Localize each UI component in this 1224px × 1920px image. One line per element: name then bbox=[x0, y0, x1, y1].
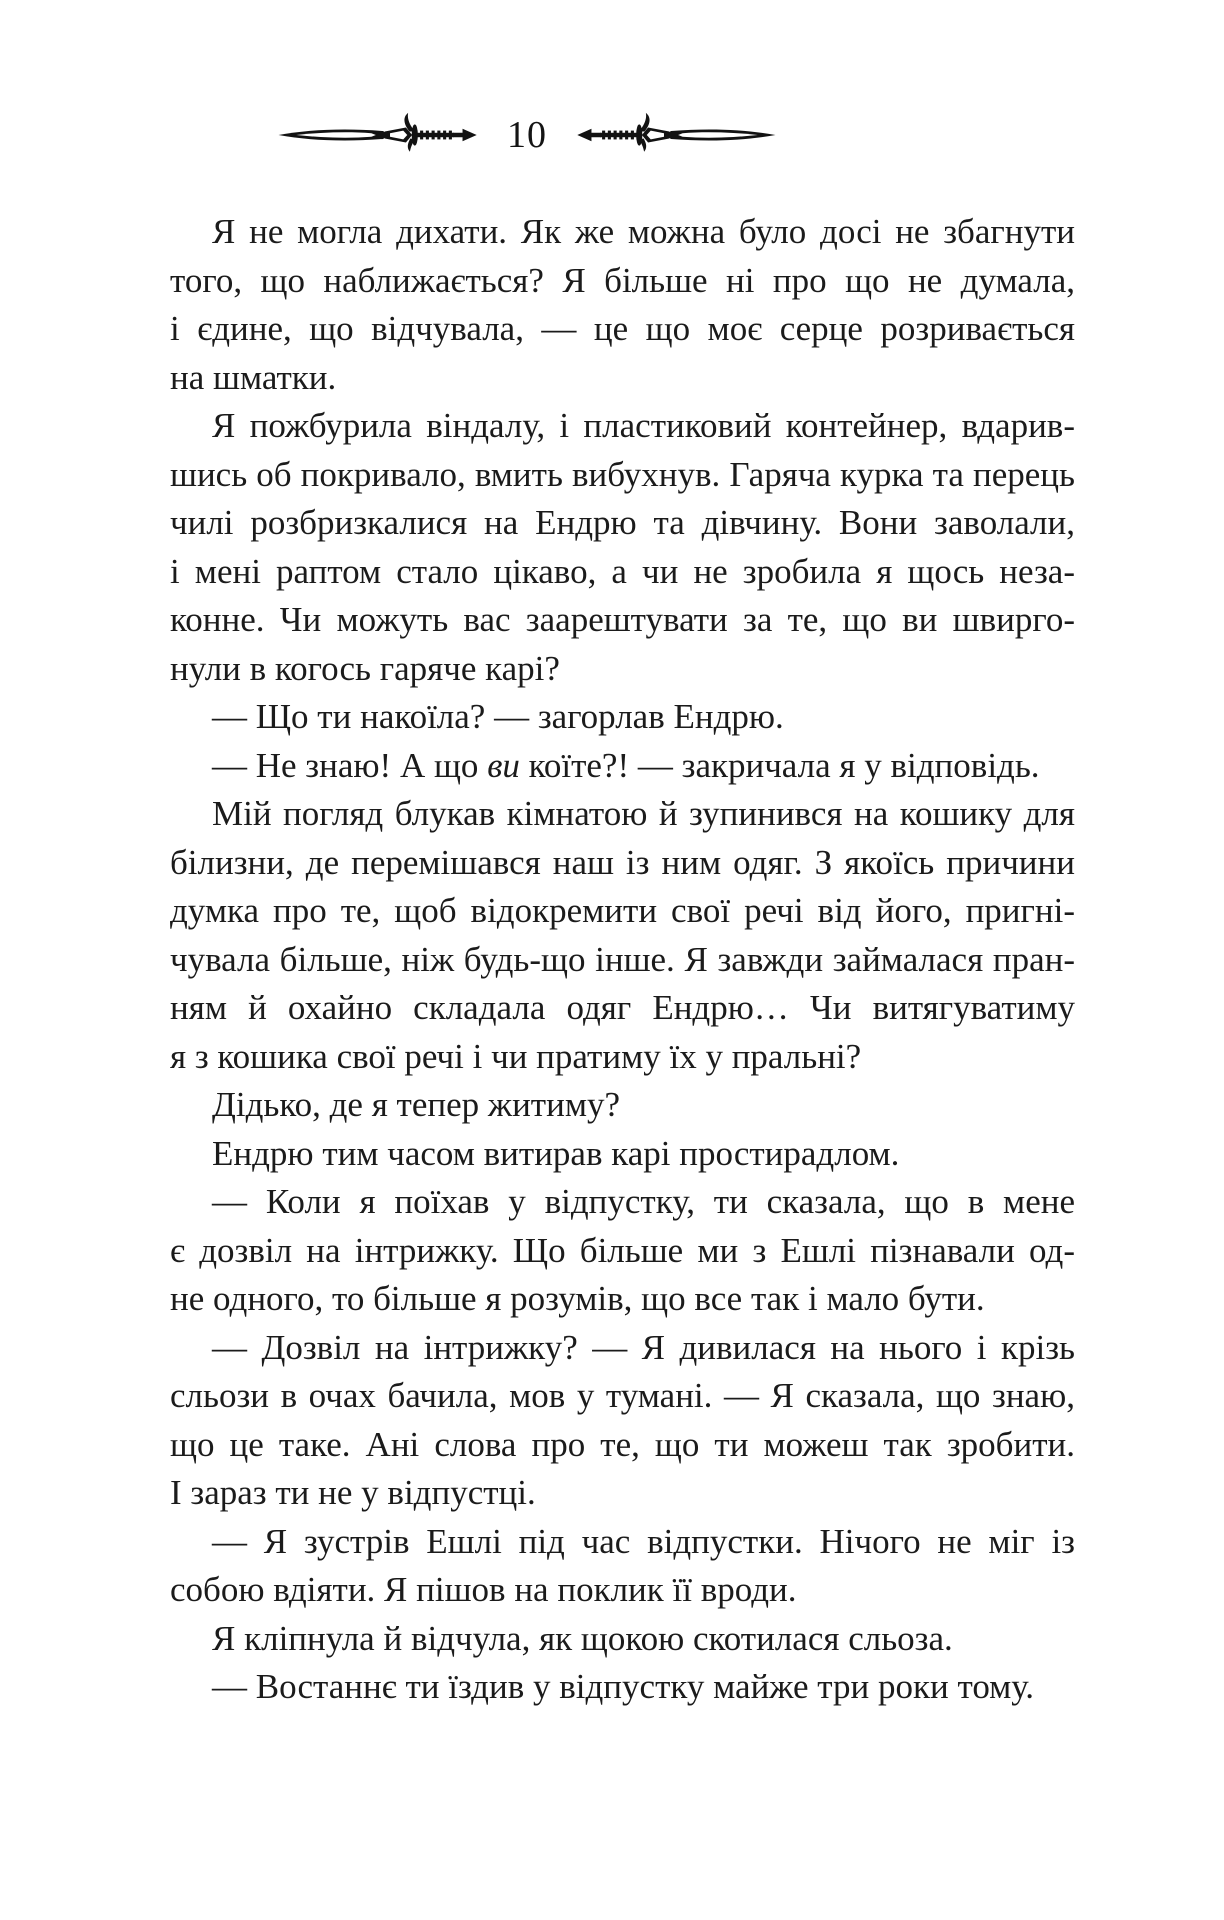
text-line: — Я зустрів Ешлі під час відпустки. Нічого не міг із bbox=[212, 1521, 1075, 1561]
text-line: Я пожбурила віндалу, і пластиковий контейнер, вдарив- bbox=[212, 406, 1075, 445]
sword-ornament-right-icon bbox=[573, 112, 778, 158]
paragraph bbox=[170, 1130, 1075, 1179]
paragraph bbox=[170, 208, 1075, 402]
text-line: сльози в очах бачила, мов у тумані. — Я сказала, що знаю, bbox=[170, 1376, 1075, 1415]
paragraph bbox=[170, 1663, 1075, 1712]
text-line: ням й охайно складала одяг Ендрю… Чи витягуватиму bbox=[170, 988, 1075, 1027]
text-line: нули в когось гаряче карі? bbox=[170, 648, 560, 688]
text-line: думка про те, щоб відокремити свої речі від його, пригні- bbox=[170, 891, 1075, 930]
page-header bbox=[276, 112, 778, 158]
text-line: Ендрю тим часом витирав карі простирадлом. bbox=[212, 1133, 900, 1173]
text-line: Я кліпнула й відчула, як щокою скотилася сльоза. bbox=[212, 1618, 953, 1658]
sword-ornament-left-icon bbox=[276, 112, 481, 158]
text-line: — Дозвіл на інтрижку? — Я дивилася на нього і крізь bbox=[212, 1327, 1075, 1367]
text-line: того, що наближається? Я більше ні про що не думала, bbox=[170, 260, 1075, 300]
paragraph bbox=[170, 790, 1075, 1081]
text-line: я з кошика свої речі і чи пратиму їх у пральні? bbox=[170, 1036, 862, 1076]
text-line: і єдине, що відчувала, — це що моє серце розривається bbox=[170, 309, 1075, 348]
paragraph bbox=[170, 402, 1075, 693]
text-block bbox=[170, 208, 1075, 1712]
text-line: чилі розбризкалися на Ендрю та дівчину. Вони заволали, bbox=[170, 503, 1075, 542]
text-line: — Що ти накоїла? — загорлав Ендрю. bbox=[212, 697, 784, 736]
text-line: і мені раптом стало цікаво, а чи не зробила я щось неза- bbox=[170, 551, 1075, 591]
paragraph bbox=[170, 742, 1075, 791]
text-line: шись об покривало, вмить вибухнув. Гаряча курка та перець bbox=[170, 454, 1075, 494]
text-line: — Коли я поїхав у відпустку, ти сказала, що в мене bbox=[212, 1182, 1075, 1221]
page-number: 10 bbox=[507, 114, 547, 156]
paragraph bbox=[170, 1518, 1075, 1615]
text-line: Я не могла дихати. Як же можна було досі не збагнути bbox=[212, 212, 1075, 251]
text-line: на шматки. bbox=[170, 357, 337, 397]
text-line: Дідько, де я тепер житиму? bbox=[212, 1085, 621, 1124]
text-line: чувала більше, ніж будь-що інше. Я завжди займалася пран- bbox=[170, 939, 1075, 979]
text-line: Мій погляд блукав кімнатою й зупинився на кошику для bbox=[212, 794, 1075, 833]
text-line: — Не знаю! А що ви коїте?! — закричала я у відповідь. bbox=[212, 745, 1040, 785]
text-line: собою вдіяти. Я пішов на поклик її вроди. bbox=[170, 1570, 797, 1609]
text-line: І зараз ти не у відпустці. bbox=[170, 1473, 536, 1512]
paragraph bbox=[170, 1081, 1075, 1130]
paragraph bbox=[170, 1178, 1075, 1324]
text-line: є дозвіл на інтрижку. Що більше ми з Ешлі пізнавали од- bbox=[170, 1230, 1075, 1270]
text-line: що це таке. Ані слова про те, що ти можеш так зробити. bbox=[170, 1424, 1075, 1464]
text-line: — Востаннє ти їздив у відпустку майже три роки тому. bbox=[212, 1667, 1035, 1706]
paragraph bbox=[170, 1324, 1075, 1518]
paragraph bbox=[170, 1615, 1075, 1664]
text-line: конне. Чи можуть вас заарештувати за те, що ви швирго- bbox=[170, 600, 1075, 639]
paragraph bbox=[170, 693, 1075, 742]
text-line: не одного, то більше я розумів, що все так і мало бути. bbox=[170, 1279, 985, 1318]
text-line: білизни, де перемішався наш із ним одяг. З якоїсь причини bbox=[170, 842, 1075, 882]
